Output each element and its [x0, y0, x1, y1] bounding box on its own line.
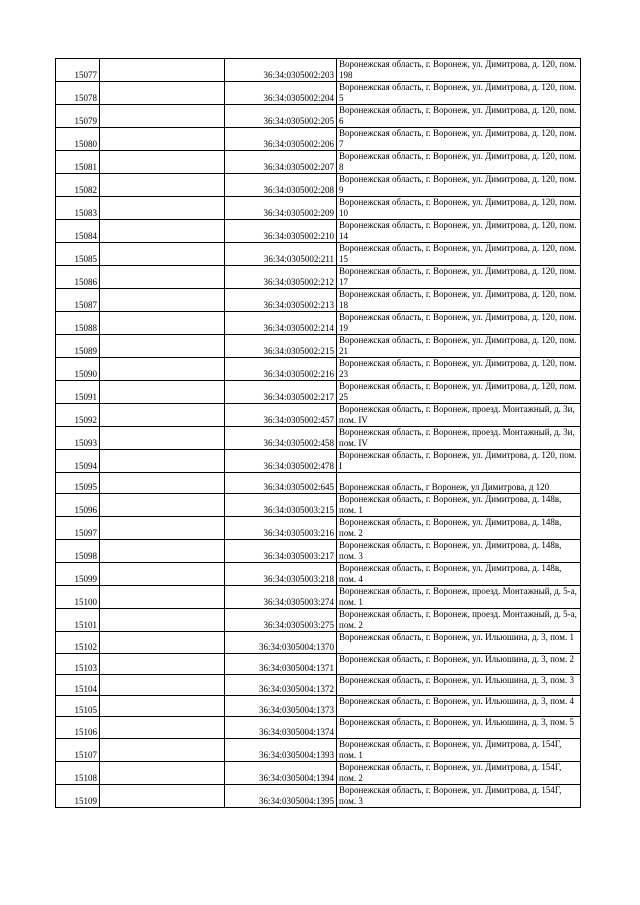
empty-cell	[100, 540, 225, 563]
row-number: 15085	[56, 243, 100, 266]
cadastral-number: 36:34:0305002:210	[225, 220, 337, 243]
table-row	[56, 381, 581, 404]
cadastral-number: 36:34:0305002:645	[225, 473, 337, 494]
row-number: 15093	[56, 427, 100, 450]
address: Воронежская область, г. Воронеж, ул. Димитрова, д. 120, пом. 23	[337, 358, 581, 381]
empty-cell	[100, 197, 225, 220]
address: Воронежская область, г. Воронеж, ул. Димитрова, д. 154Г, пом. 1	[337, 738, 581, 761]
row-number: 15100	[56, 586, 100, 609]
cadastral-number: 36:34:0305003:274	[225, 586, 337, 609]
table-row	[56, 494, 581, 517]
cadastral-number: 36:34:0305002:457	[225, 404, 337, 427]
empty-cell	[100, 717, 225, 738]
row-number: 15081	[56, 151, 100, 174]
table-row	[56, 174, 581, 197]
empty-cell	[100, 632, 225, 653]
cadastral-number: 36:34:0305004:1371	[225, 653, 337, 674]
empty-cell	[100, 128, 225, 151]
address: Воронежская область, г. Воронеж, ул. Димитрова, д. 120, пом. 15	[337, 243, 581, 266]
empty-cell	[100, 335, 225, 358]
empty-cell	[100, 220, 225, 243]
empty-cell	[100, 427, 225, 450]
address: Воронежская область, г. Воронеж, ул. Димитрова, д. 120, пом. 14	[337, 220, 581, 243]
table-row	[56, 586, 581, 609]
table-row	[56, 105, 581, 128]
table-row	[56, 404, 581, 427]
address: Воронежская область, г. Воронеж, ул. Димитрова, д. 148в, пом. 2	[337, 517, 581, 540]
table-row	[56, 151, 581, 174]
row-number: 15101	[56, 609, 100, 632]
cadastral-number: 36:34:0305004:1393	[225, 738, 337, 761]
cadastral-number: 36:34:0305002:211	[225, 243, 337, 266]
empty-cell	[100, 653, 225, 674]
empty-cell	[100, 59, 225, 82]
cadastral-number: 36:34:0305002:458	[225, 427, 337, 450]
address: Воронежская область, г. Воронеж, ул. Димитрова, д. 120, пом. 10	[337, 197, 581, 220]
row-number: 15104	[56, 674, 100, 695]
empty-cell	[100, 358, 225, 381]
table-row	[56, 266, 581, 289]
cadastral-number: 36:34:0305002:213	[225, 289, 337, 312]
row-number: 15098	[56, 540, 100, 563]
empty-cell	[100, 761, 225, 784]
address: Воронежская область, г. Воронеж, ул. Димитрова, д. 154Г, пом. 2	[337, 761, 581, 784]
address: Воронежская область, г. Воронеж, ул. Ильюшина, д. 3, пом. 5	[337, 717, 581, 738]
empty-cell	[100, 266, 225, 289]
address: Воронежская область, г. Воронеж, ул. Димитрова, д. 120, пом. 9	[337, 174, 581, 197]
table-row	[56, 59, 581, 82]
address: Воронежская область, г. Воронеж, ул. Димитрова, д. 148в, пом. 1	[337, 494, 581, 517]
table-row	[56, 450, 581, 473]
row-number: 15082	[56, 174, 100, 197]
empty-cell	[100, 494, 225, 517]
cadastral-number: 36:34:0305002:207	[225, 151, 337, 174]
address: Воронежская область, г. Воронеж, ул. Димитрова, д. 120, пом. 19	[337, 312, 581, 335]
cadastral-number: 36:34:0305004:1373	[225, 696, 337, 717]
row-number: 15086	[56, 266, 100, 289]
cadastral-number: 36:34:0305002:205	[225, 105, 337, 128]
empty-cell	[100, 174, 225, 197]
cadastral-number: 36:34:0305002:212	[225, 266, 337, 289]
address: Воронежская область, г Воронеж, ул Димитрова, д 120	[337, 473, 581, 494]
table-row	[56, 784, 581, 807]
empty-cell	[100, 738, 225, 761]
cadastral-number: 36:34:0305003:217	[225, 540, 337, 563]
empty-cell	[100, 784, 225, 807]
table-row	[56, 563, 581, 586]
table-row	[56, 761, 581, 784]
row-number: 15105	[56, 696, 100, 717]
table-row	[56, 717, 581, 738]
row-number: 15092	[56, 404, 100, 427]
table-row	[56, 358, 581, 381]
row-number: 15107	[56, 738, 100, 761]
table-row	[56, 82, 581, 105]
registry-table	[55, 58, 581, 808]
cadastral-number: 36:34:0305003:215	[225, 494, 337, 517]
table-row	[56, 674, 581, 695]
empty-cell	[100, 586, 225, 609]
address: Воронежская область, г. Воронеж, ул. Димитрова, д. 120, пом. 198	[337, 59, 581, 82]
registry-table-body	[56, 59, 581, 808]
empty-cell	[100, 563, 225, 586]
address: Воронежская область, г. Воронеж, ул. Димитрова, д. 120, пом. I	[337, 450, 581, 473]
cadastral-number: 36:34:0305004:1372	[225, 674, 337, 695]
cadastral-number: 36:34:0305002:214	[225, 312, 337, 335]
table-row	[56, 540, 581, 563]
cadastral-number: 36:34:0305002:217	[225, 381, 337, 404]
row-number: 15109	[56, 784, 100, 807]
empty-cell	[100, 82, 225, 105]
table-row	[56, 653, 581, 674]
table-row	[56, 738, 581, 761]
cadastral-number: 36:34:0305004:1395	[225, 784, 337, 807]
table-row	[56, 197, 581, 220]
cadastral-number: 36:34:0305003:218	[225, 563, 337, 586]
cadastral-number: 36:34:0305002:216	[225, 358, 337, 381]
table-row	[56, 632, 581, 653]
row-number: 15096	[56, 494, 100, 517]
table-row	[56, 609, 581, 632]
address: Воронежская область, г. Воронеж, проезд. Монтажный, д. 3и, пом. IV	[337, 427, 581, 450]
table-row	[56, 335, 581, 358]
cadastral-number: 36:34:0305003:275	[225, 609, 337, 632]
row-number: 15078	[56, 82, 100, 105]
address: Воронежская область, г. Воронеж, ул. Димитрова, д. 120, пом. 18	[337, 289, 581, 312]
address: Воронежская область, г. Воронеж, ул. Ильюшина, д. 3, пом. 1	[337, 632, 581, 653]
empty-cell	[100, 450, 225, 473]
cadastral-number: 36:34:0305004:1370	[225, 632, 337, 653]
cadastral-number: 36:34:0305004:1374	[225, 717, 337, 738]
address: Воронежская область, г. Воронеж, проезд. Монтажный, д. 5-а, пом. 2	[337, 609, 581, 632]
table-row	[56, 517, 581, 540]
address: Воронежская область, г. Воронеж, ул. Ильюшина, д. 3, пом. 3	[337, 674, 581, 695]
row-number: 15090	[56, 358, 100, 381]
empty-cell	[100, 289, 225, 312]
address: Воронежская область, г. Воронеж, ул. Димитрова, д. 154Г, пом. 3	[337, 784, 581, 807]
address: Воронежская область, г. Воронеж, ул. Ильюшина, д. 3, пом. 4	[337, 696, 581, 717]
empty-cell	[100, 473, 225, 494]
cadastral-number: 36:34:0305002:478	[225, 450, 337, 473]
address: Воронежская область, г. Воронеж, ул. Димитрова, д. 120, пом. 8	[337, 151, 581, 174]
table-row	[56, 289, 581, 312]
table-row	[56, 473, 581, 494]
address: Воронежская область, г. Воронеж, проезд. Монтажный, д. 3и, пом. IV	[337, 404, 581, 427]
cadastral-number: 36:34:0305004:1394	[225, 761, 337, 784]
row-number: 15094	[56, 450, 100, 473]
table-row	[56, 128, 581, 151]
address: Воронежская область, г. Воронеж, ул. Димитрова, д. 120, пом. 5	[337, 82, 581, 105]
address: Воронежская область, г. Воронеж, ул. Димитрова, д. 120, пом. 6	[337, 105, 581, 128]
row-number: 15106	[56, 717, 100, 738]
table-row	[56, 427, 581, 450]
empty-cell	[100, 243, 225, 266]
cadastral-number: 36:34:0305002:209	[225, 197, 337, 220]
address: Воронежская область, г. Воронеж, проезд. Монтажный, д. 5-а, пом. 1	[337, 586, 581, 609]
row-number: 15095	[56, 473, 100, 494]
row-number: 15102	[56, 632, 100, 653]
empty-cell	[100, 312, 225, 335]
row-number: 15108	[56, 761, 100, 784]
row-number: 15083	[56, 197, 100, 220]
row-number: 15084	[56, 220, 100, 243]
address: Воронежская область, г. Воронеж, ул. Димитрова, д. 148в, пом. 3	[337, 540, 581, 563]
address: Воронежская область, г. Воронеж, ул. Димитрова, д. 120, пом. 7	[337, 128, 581, 151]
empty-cell	[100, 381, 225, 404]
cadastral-number: 36:34:0305002:206	[225, 128, 337, 151]
table-row	[56, 696, 581, 717]
row-number: 15079	[56, 105, 100, 128]
row-number: 15091	[56, 381, 100, 404]
table-row	[56, 243, 581, 266]
table-row	[56, 220, 581, 243]
cadastral-number: 36:34:0305002:204	[225, 82, 337, 105]
cadastral-number: 36:34:0305002:215	[225, 335, 337, 358]
empty-cell	[100, 609, 225, 632]
cadastral-number: 36:34:0305002:208	[225, 174, 337, 197]
row-number: 15088	[56, 312, 100, 335]
row-number: 15097	[56, 517, 100, 540]
address: Воронежская область, г. Воронеж, ул. Димитрова, д. 120, пом. 25	[337, 381, 581, 404]
address: Воронежская область, г. Воронеж, ул. Димитрова, д. 120, пом. 17	[337, 266, 581, 289]
table-row	[56, 312, 581, 335]
empty-cell	[100, 105, 225, 128]
empty-cell	[100, 696, 225, 717]
address: Воронежская область, г. Воронеж, ул. Димитрова, д. 120, пом. 21	[337, 335, 581, 358]
empty-cell	[100, 404, 225, 427]
address: Воронежская область, г. Воронеж, ул. Димитрова, д. 148в, пом. 4	[337, 563, 581, 586]
row-number: 15089	[56, 335, 100, 358]
empty-cell	[100, 151, 225, 174]
empty-cell	[100, 674, 225, 695]
row-number: 15099	[56, 563, 100, 586]
empty-cell	[100, 517, 225, 540]
cadastral-number: 36:34:0305002:203	[225, 59, 337, 82]
row-number: 15077	[56, 59, 100, 82]
row-number: 15087	[56, 289, 100, 312]
row-number: 15103	[56, 653, 100, 674]
address: Воронежская область, г. Воронеж, ул. Ильюшина, д. 3, пом. 2	[337, 653, 581, 674]
cadastral-number: 36:34:0305003:216	[225, 517, 337, 540]
row-number: 15080	[56, 128, 100, 151]
